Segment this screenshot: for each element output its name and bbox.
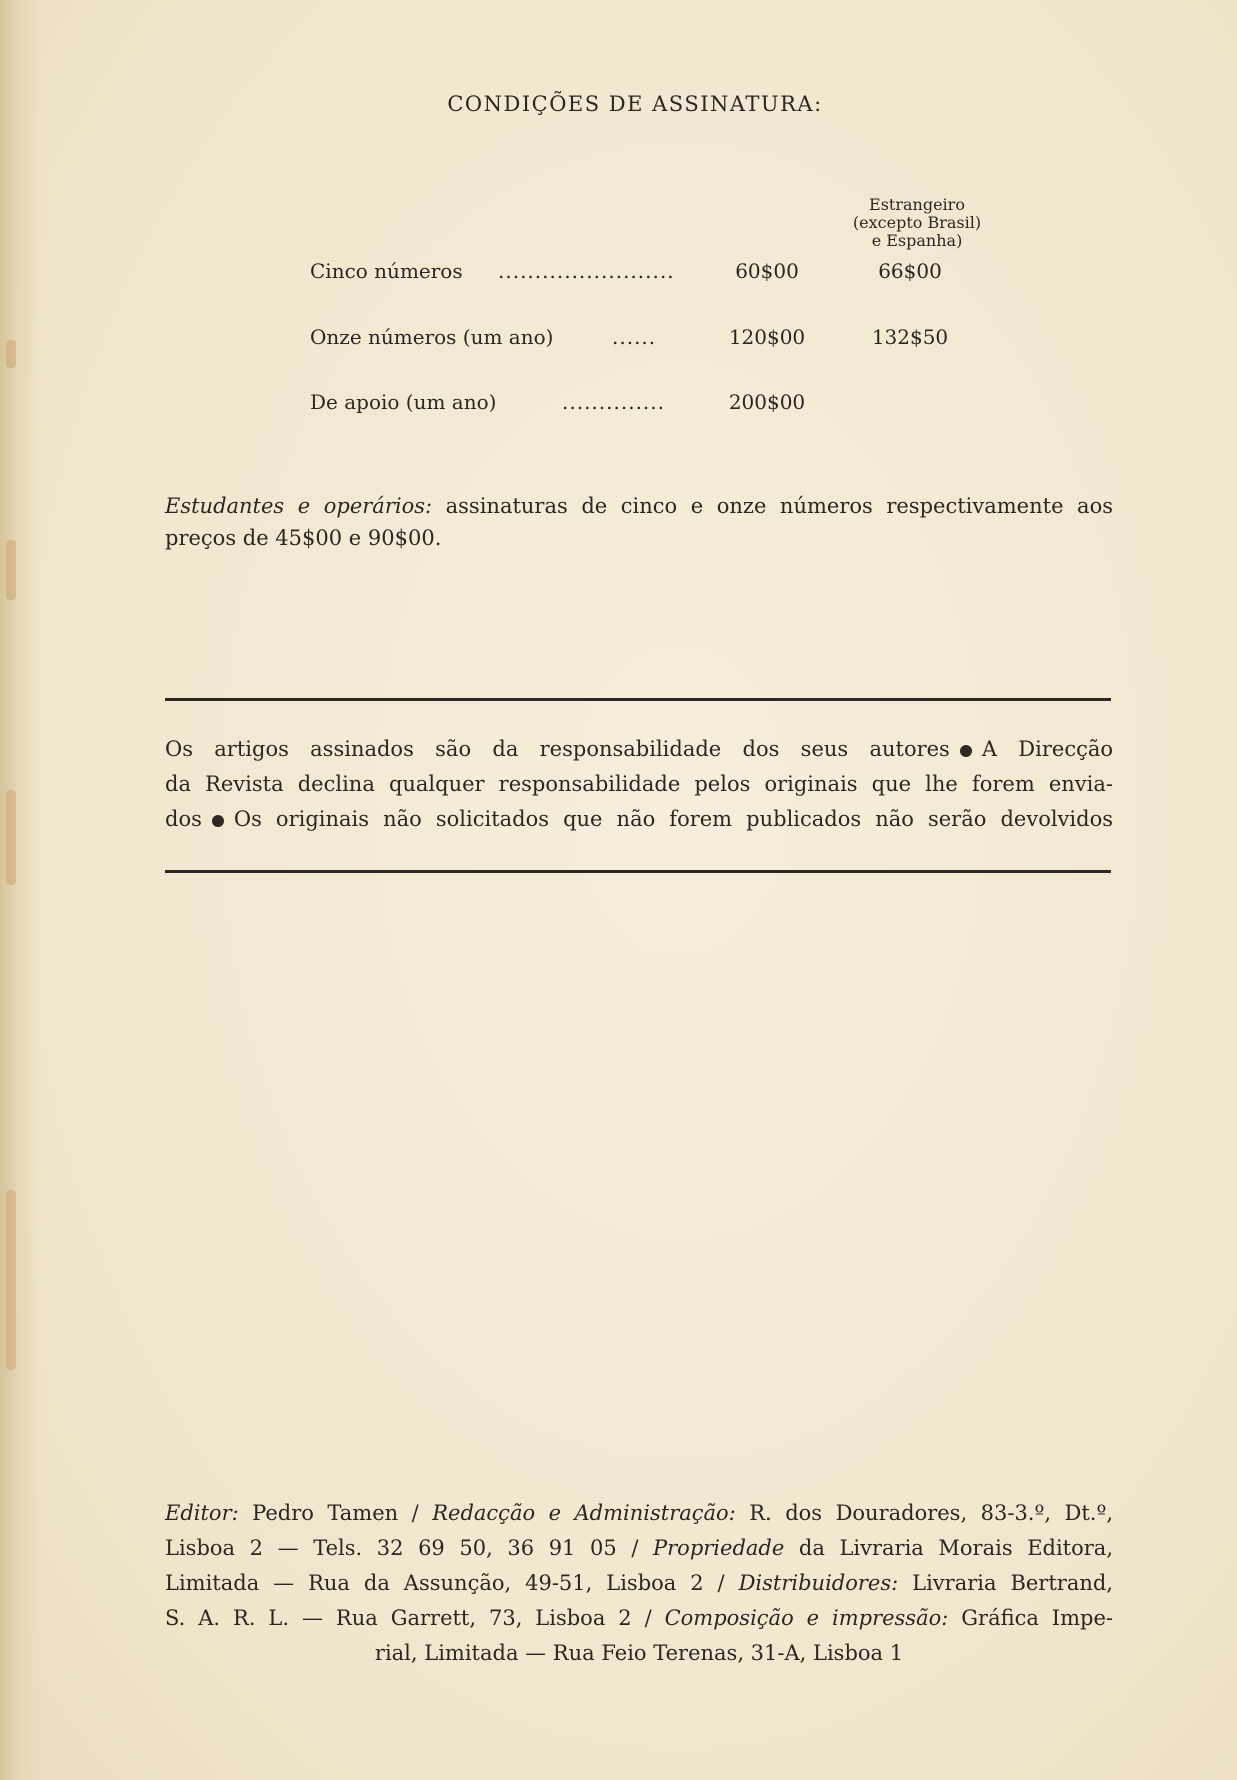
price-domestic: 200$00 [728, 390, 806, 414]
leader-dots: ........................ [498, 259, 675, 283]
disclaimer-text: A Direcção [981, 737, 1114, 761]
worn-left-edge [0, 0, 42, 1780]
disclaimer-paragraph [165, 732, 1113, 837]
foreign-header-line: (excepto Brasil) [852, 213, 982, 232]
price-domestic: 60$00 [735, 259, 799, 283]
composicao-label: Composição e impressão: [664, 1606, 949, 1630]
imprint-line [165, 1601, 1113, 1636]
disclaimer-line [165, 802, 1113, 837]
price-domestic: 120$00 [728, 325, 806, 349]
foreign-column-header [822, 196, 1012, 250]
imprint-line [165, 1531, 1113, 1566]
propriedade-text: da Livraria Morais Editora, [784, 1536, 1114, 1560]
composicao-text: Gráfica Impe- [948, 1606, 1113, 1630]
edge-stain [6, 540, 16, 600]
leader-dots: ...... [612, 325, 657, 349]
editor-label: Editor: [165, 1501, 239, 1525]
leader-dots: .............. [562, 390, 666, 414]
students-text: assinaturas de cinco e onze números respectivamente aos preços de 45$00 e 90$00. [165, 494, 1113, 550]
imprint-line [165, 1566, 1113, 1601]
imprint-line: rial, Limitada — Rua Feio Terenas, 31-A, Lisboa 1 [374, 1641, 904, 1665]
redaccao-address: R. dos Douradores, 83-3.º, Dt.º, [735, 1501, 1114, 1525]
students-note [165, 490, 1113, 554]
distribuidores-label: Distribuidores: [738, 1571, 899, 1595]
bullet-icon [960, 745, 972, 757]
redaccao-phones: Lisboa 2 — Tels. 32 69 50, 36 91 05 / [165, 1536, 654, 1560]
distribuidores-address: S. A. R. L. — Rua Garrett, 73, Lisboa 2 / [165, 1606, 665, 1630]
top-divider [165, 698, 1111, 701]
propriedade-label: Propriedade [653, 1536, 785, 1560]
price-label: De apoio (um ano) [310, 390, 497, 414]
bottom-divider [165, 870, 1111, 873]
students-label: Estudantes e operários: [165, 494, 433, 518]
price-label: Cinco números [310, 259, 463, 283]
price-foreign: 66$00 [878, 259, 942, 283]
editor-name: Pedro Tamen / [238, 1501, 433, 1525]
price-foreign: 132$50 [871, 325, 949, 349]
disclaimer-line: da Revista declina qualquer responsabilidade pelos originais que lhe forem envia- [165, 772, 1113, 796]
price-label: Onze números (um ano) [310, 325, 554, 349]
edge-stain [6, 790, 16, 885]
page-title: CONDIÇÕES DE ASSINATURA: [447, 92, 823, 116]
foreign-header-line: Estrangeiro [869, 195, 965, 214]
edge-stain [6, 340, 16, 368]
disclaimer-text: Os originais não solicitados que não forem publicados não serão devolvidos [233, 807, 1113, 831]
disclaimer-text: Os artigos assinados são da responsabilidade dos seus autores [165, 737, 950, 761]
imprint-paragraph [165, 1496, 1113, 1671]
disclaimer-line [165, 732, 1113, 767]
distribuidores-text: Livraria Bertrand, [898, 1571, 1113, 1595]
redaccao-label: Redacção e Administração: [432, 1501, 736, 1525]
disclaimer-text: dos [165, 807, 202, 831]
imprint-line [165, 1496, 1113, 1531]
propriedade-address: Limitada — Rua da Assunção, 49-51, Lisboa 2 / [165, 1571, 739, 1595]
edge-stain [6, 1190, 16, 1370]
foreign-header-line: e Espanha) [871, 231, 963, 250]
bullet-icon [212, 815, 224, 827]
